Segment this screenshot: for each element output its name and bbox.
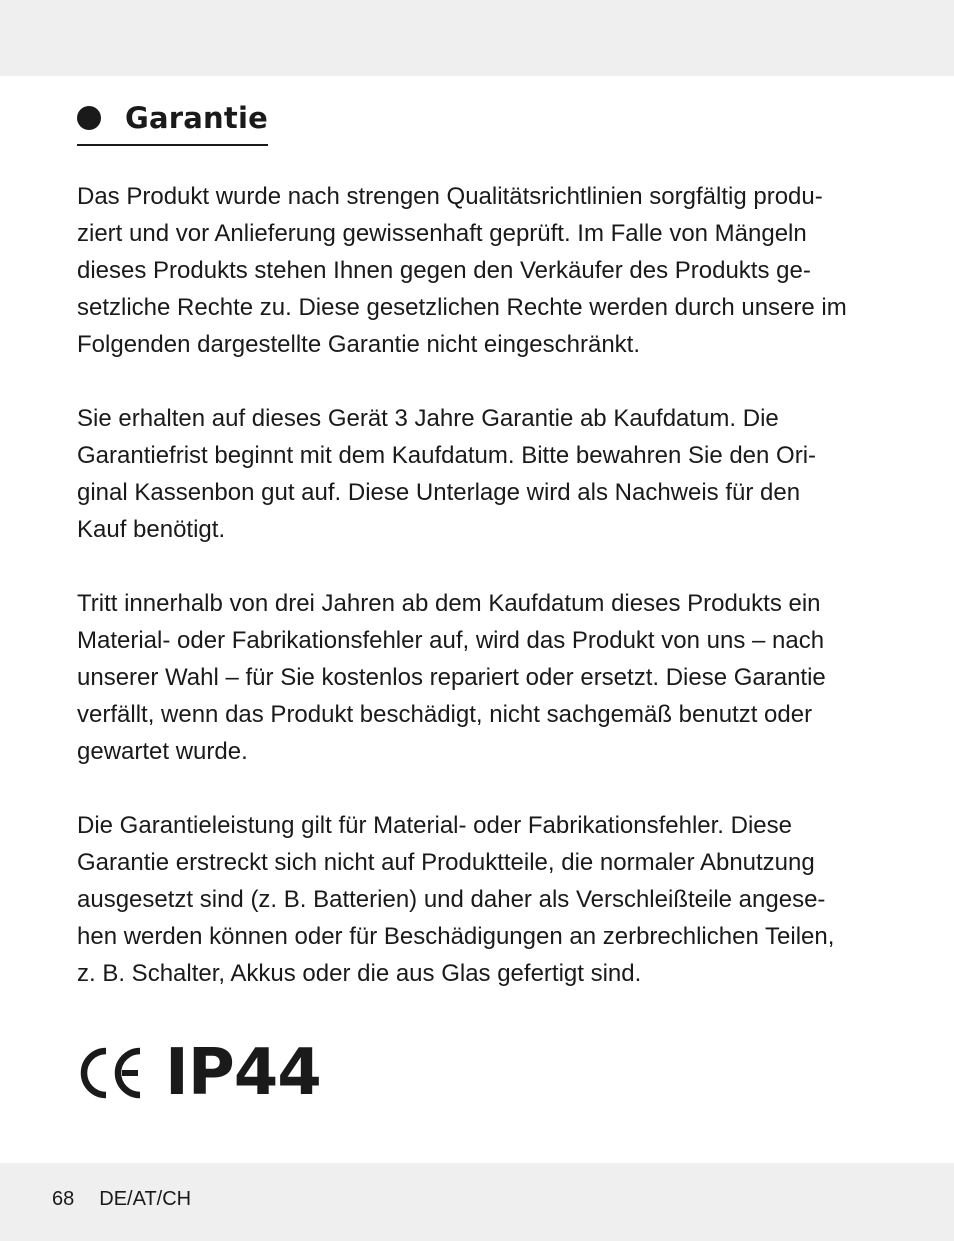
text-line: setzliche Rechte zu. Diese gesetzlichen Rechte werden durch unsere im	[77, 294, 847, 321]
text-line: dieses Produkts stehen Ihnen gegen den Verkäufer des Produkts ge-	[77, 257, 811, 284]
text-line: verfällt, wenn das Produkt beschädigt, nicht sachgemäß benutzt oder	[77, 701, 813, 728]
text-line: z. B. Schalter, Akkus oder die aus Glas gefertigt sind.	[77, 960, 642, 987]
text-line: unserer Wahl – für Sie kostenlos repariert oder ersetzt. Diese Garantie	[77, 664, 826, 691]
certification-marks	[78, 1036, 321, 1110]
text-line: Die Garantieleistung gilt für Material- oder Fabrikationsfehler. Diese	[77, 812, 792, 839]
text-line: Tritt innerhalb von drei Jahren ab dem Kaufdatum dieses Produkts ein	[77, 590, 821, 617]
section-title: Garantie	[125, 101, 268, 135]
ce-mark-icon	[78, 1045, 143, 1101]
warranty-text	[77, 178, 881, 1029]
region-label: DE/AT/CH	[99, 1188, 192, 1210]
text-line: gewartet wurde.	[77, 738, 248, 765]
text-line: Das Produkt wurde nach strengen Qualitätsrichtlinien sorgfältig produ-	[77, 183, 823, 210]
section-heading	[77, 96, 268, 146]
text-line: Garantiefrist beginnt mit dem Kaufdatum. Bitte bewahren Sie den Ori-	[77, 442, 817, 469]
paragraph-quality	[77, 178, 881, 363]
text-line: Kauf benötigt.	[77, 516, 226, 543]
page-footer	[52, 1185, 191, 1213]
text-line: Material- oder Fabrikationsfehler auf, wird das Produkt von uns – nach	[77, 627, 825, 654]
text-line: Sie erhalten auf dieses Gerät 3 Jahre Garantie ab Kaufdatum. Die	[77, 405, 779, 432]
text-line: hen werden können oder für Beschädigungen an zerbrechlichen Teilen,	[77, 923, 835, 950]
bullet-icon	[77, 106, 101, 130]
paragraph-scope	[77, 807, 881, 992]
top-margin-band	[0, 0, 954, 76]
ip-rating-label: IP44	[165, 1036, 321, 1110]
text-line: Garantie erstreckt sich nicht auf Produktteile, die normaler Abnutzung	[77, 849, 815, 876]
paragraph-duration	[77, 400, 881, 548]
text-line: ginal Kassenbon gut auf. Diese Unterlage wird als Nachweis für den	[77, 479, 801, 506]
text-line: Folgenden dargestellte Garantie nicht eingeschränkt.	[77, 331, 641, 358]
page-number: 68	[52, 1188, 75, 1210]
paragraph-repair	[77, 585, 881, 770]
text-line: ziert und vor Anlieferung gewissenhaft geprüft. Im Falle von Mängeln	[77, 220, 807, 247]
text-line: ausgesetzt sind (z. B. Batterien) und daher als Verschleißteile angese-	[77, 886, 826, 913]
